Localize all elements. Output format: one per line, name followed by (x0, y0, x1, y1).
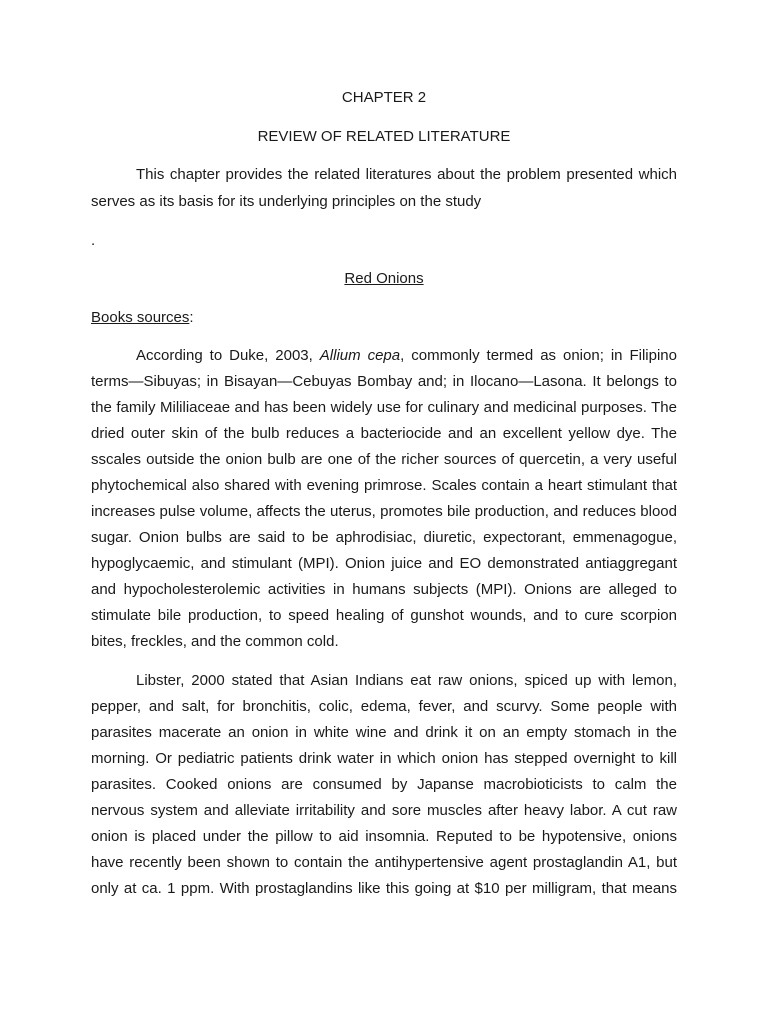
section-heading (0, 270, 768, 288)
paragraph1-line: sscales outside the onion bulb are one of the richer sources of quercetin, a very useful (91, 451, 677, 468)
paragraph1-line: the family Mililiaceae and has been widely use for culinary and medicinal purposes. The (91, 399, 677, 416)
paragraph1-line: terms—Sibuyas; in Bisayan—Cebuyas Bombay and; in Ilocano—Lasona. It belongs to (91, 373, 677, 390)
paragraph1-line: phytochemical also shared with evening primrose. Scales contain a heart stimulant that (91, 477, 677, 494)
paragraph2-line: Libster, 2000 stated that Asian Indians eat raw onions, spiced up with lemon, (136, 672, 677, 689)
subheading (91, 309, 194, 327)
subheading-colon: : (189, 309, 194, 326)
paragraph2-line: pepper, and salt, for bronchitis, colic, edema, fever, and scurvy. Some people with (91, 698, 677, 715)
section-heading-text: Red Onions (344, 270, 424, 287)
paragraph2-line: morning. Or pediatric patients drink water in which onion has stepped overnight to kill (91, 750, 677, 767)
paragraph2-line: parasites macerate an onion in white wine and drink it on an empty stomach in the (91, 724, 677, 741)
paragraph2-line: nervous system and alleviate irritability and sore muscles after heavy labor. A cut raw (91, 802, 677, 819)
paragraph1-line: sugar. Onion bulbs are said to be aphrodisiac, diuretic, expectorant, emmenagogue, (91, 529, 677, 546)
paragraph1-line: increases pulse volume, affects the uterus, promotes bile production, and reduces blood (91, 503, 677, 520)
paragraph1-first-line (136, 347, 677, 365)
chapter-number: CHAPTER 2 (341, 89, 427, 106)
paragraph2-line: only at ca. 1 ppm. With prostaglandins like this going at $10 per milligram, that means (91, 880, 677, 897)
paragraph1-line: and hypocholesterolemic activities in humans subjects (MPI). Onions are alleged to (91, 581, 677, 598)
paragraph2-line: parasites. Cooked onions are consumed by Japanse macrobioticists to calm the (91, 776, 677, 793)
paragraph2-line: onion is placed under the pillow to aid insomnia. Reputed to be hypotensive, onions (91, 828, 677, 845)
paragraph1-line: stimulate bile production, to speed healing of gunshot wounds, and to cure scorpion (91, 607, 677, 624)
chapter-title: REVIEW OF RELATED LITERATURE (257, 128, 511, 145)
intro-line: serves as its basis for its underlying principles on the study (91, 193, 482, 210)
paragraph1-line: bites, freckles, and the common cold. (91, 633, 339, 650)
intro-line: This chapter provides the related literatures about the problem presented which (136, 166, 677, 183)
subheading-text: Books sources (91, 309, 190, 326)
species-name: Allium cepa (319, 347, 401, 364)
paragraph2-line: have recently been shown to contain the antihypertensive agent prostaglandin A1, but (91, 854, 677, 871)
stray-period: . (91, 232, 96, 249)
paragraph1-line: dried outer skin of the bulb reduces a bacteriocide and an excellent yellow dye. The (91, 425, 677, 442)
paragraph1-line: hypoglycaemic, and stimulant (MPI). Onion juice and EO demonstrated antiaggregant (91, 555, 677, 572)
text-run: According to Duke, 2003, (136, 347, 320, 364)
text-run: , commonly termed as onion; in Filipino (400, 347, 677, 364)
